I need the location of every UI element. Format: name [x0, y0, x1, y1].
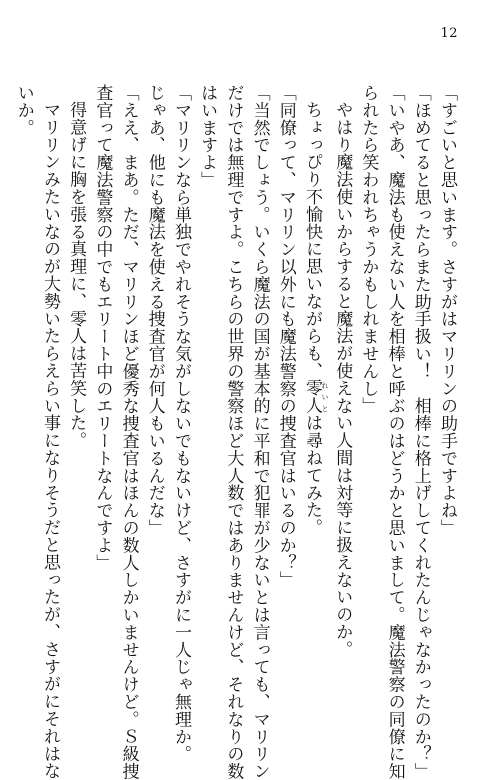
- text-line: じゃあ、他にも魔法を使える捜査官が何人もいるんだな」: [144, 84, 165, 537]
- text-segment: ちょっぴり不愉快に思いながらも、: [301, 101, 322, 380]
- text-segment: は尋ねてみた。: [301, 414, 322, 537]
- ruby-reading: れいと: [320, 379, 329, 415]
- ruby-annotation: [301, 379, 329, 415]
- text-line: いか。: [13, 84, 34, 137]
- text-line: 得意げに胸を張る真理に、零人は苦笑した。: [66, 101, 87, 449]
- text-line: 「同僚って、マリリン以外にも魔法警察の捜査官はいるのか？」: [275, 84, 296, 589]
- page-number: 12: [440, 26, 458, 41]
- text-line: 「当然でしょう。いくら魔法の国が基本的に平和で犯罪が少ないとは言っても、マリリン: [249, 84, 270, 780]
- text-line: られたら笑われちゃうかもしれませんし」: [358, 84, 379, 415]
- text-line: 「すごいと思います。さすがはマリリンの助手ですよね」: [437, 84, 457, 537]
- text-line-with-ruby: [299, 84, 329, 684]
- text-line: はいますよ」: [197, 84, 218, 189]
- text-line: 査官って魔法警察の中でもエリート中のエリートなんですよ」: [92, 84, 113, 572]
- text-line: 「マリリンなら単独でやれそうな気がしないでもないけど、さすがに一人じゃ無理か。: [170, 84, 191, 763]
- text-line: マリリンみたいなのが大勢いたらえらい事になりそうだと思ったが、さすがにそれはな: [39, 101, 60, 780]
- vertical-text-body: [13, 84, 460, 780]
- text-line: 「いやあ、魔法も使えない人を相棒と呼ぶのはどうかと思いまして。魔法警察の同僚に知: [384, 84, 405, 780]
- text-line: やはり魔法使いからすると魔法が使えない人間は対等に扱えないのか。: [332, 101, 353, 658]
- ruby-base: 零人: [301, 379, 322, 415]
- text-line: 「ええ、まあ。ただ、マリリンほど優秀な捜査官はほんの数人しかいませんけど。Ｓ級捜: [118, 84, 139, 780]
- text-line: だけでは無理ですよ。こちらの世界の警察ほど大人数ではありませんけど、それなりの数: [223, 84, 244, 780]
- text-line: 「ほめてると思ったらまた助手扱い！ 相棒に格上げしてくれたんじゃなかったのか？」: [410, 84, 431, 780]
